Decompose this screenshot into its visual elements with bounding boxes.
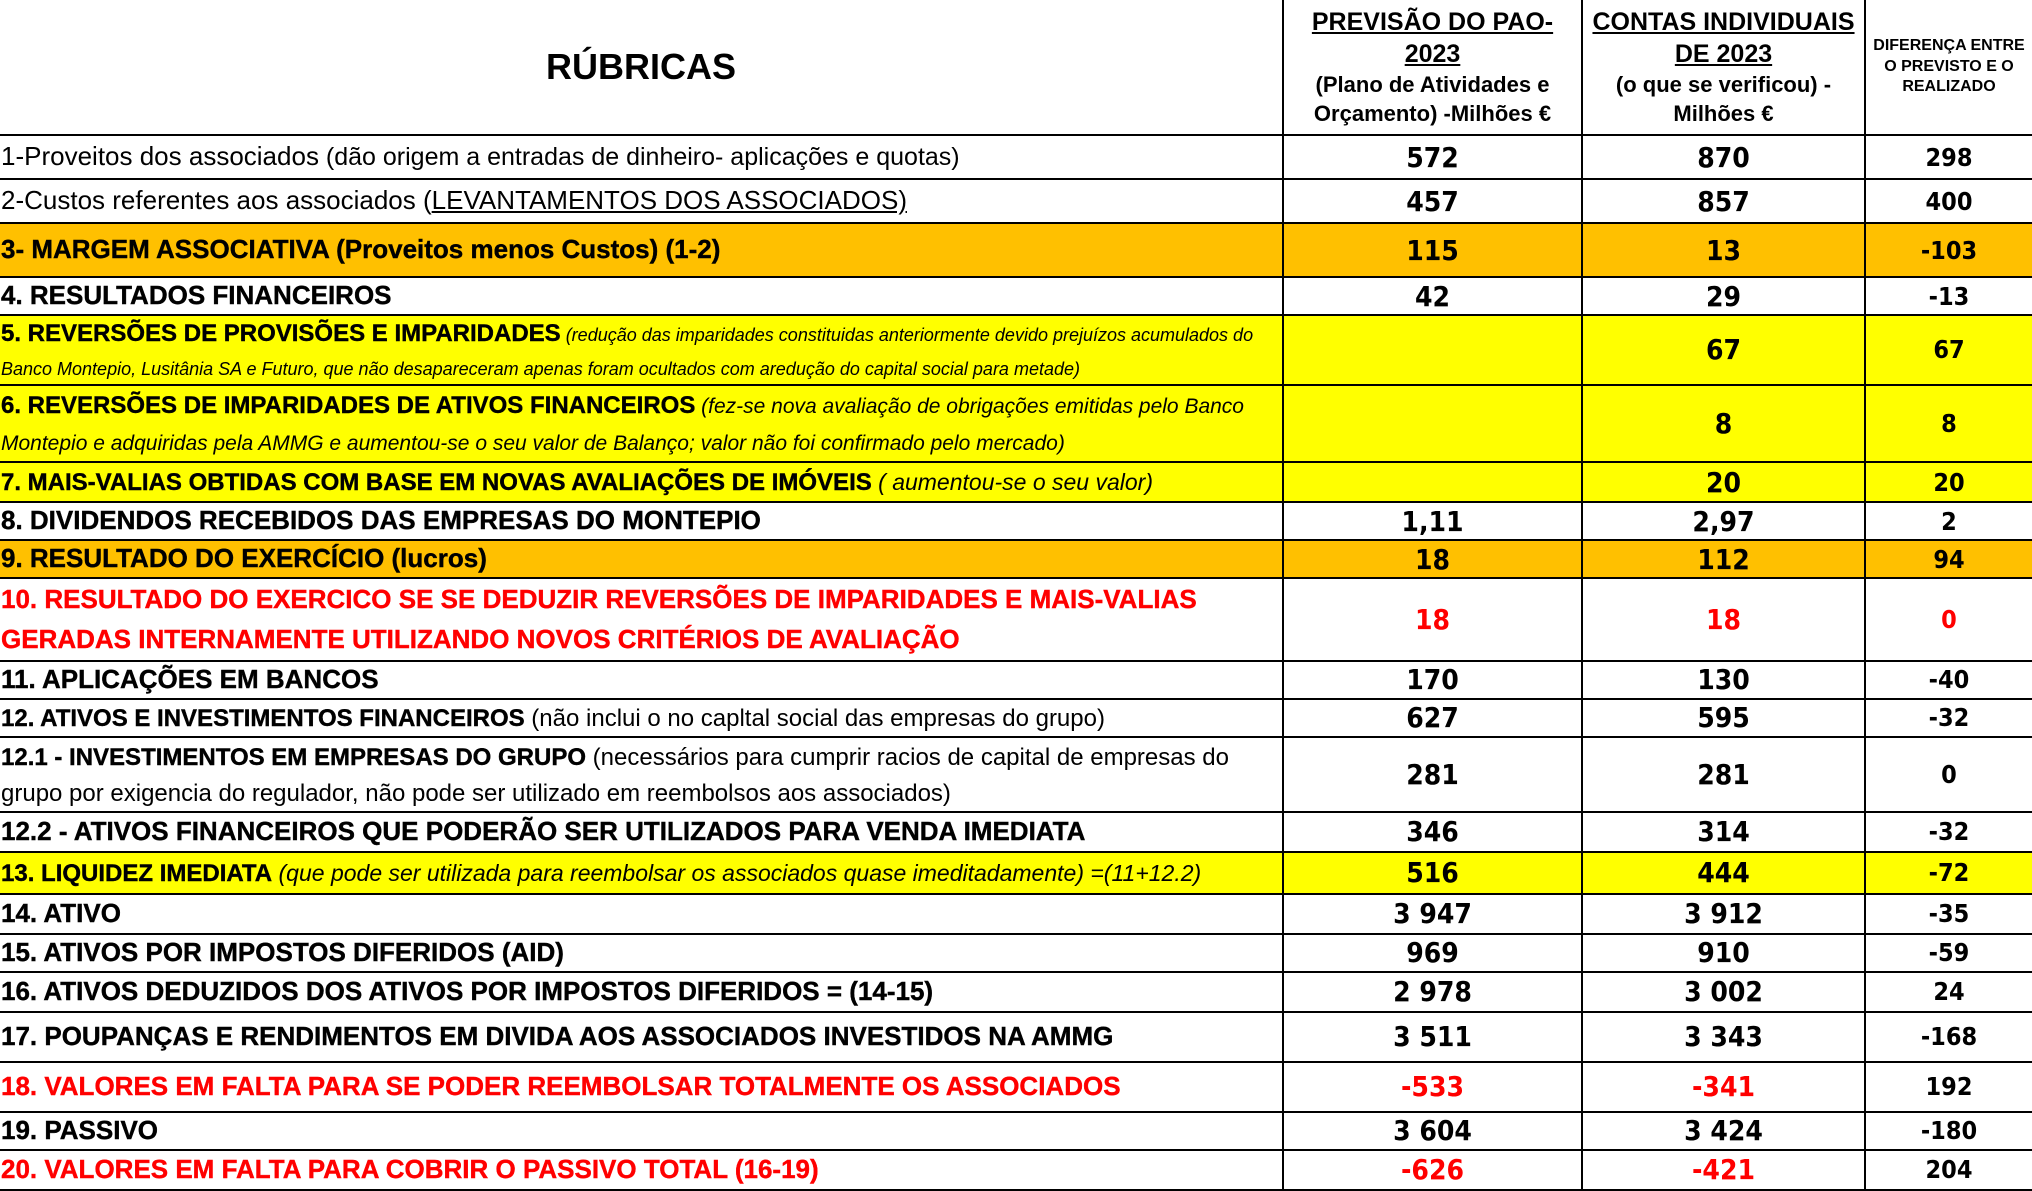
table-row [0,737,2032,812]
header-row [0,0,2032,135]
contas-value: 3 912 [1582,894,1865,934]
row-label-note: (redução das imparidades constituidas anteriormente devido prejuízos acumulados do Banco Montepio, Lusitânia SA e Futuro, que não desapareceram apenas foram ocultados com aredução do capital social para metade) [1,325,1254,379]
diff-value: 24 [1865,972,2032,1012]
pao-value: 572 [1283,135,1582,179]
row-label-main: 12.1 - INVESTIMENTOS EM EMPRESAS DO GRUPO [1,743,586,771]
pao-value [1283,462,1582,502]
diff-value: -59 [1865,934,2032,972]
pao-value: 346 [1283,812,1582,852]
pao-value: 627 [1283,699,1582,737]
diff-value: 20 [1865,462,2032,502]
diff-value: 298 [1865,135,2032,179]
contas-value: 595 [1582,699,1865,737]
row-label-main: 13. LIQUIDEZ IMEDIATA [1,859,273,887]
pao-value: -626 [1283,1150,1582,1190]
row-label-main: 6. REVERSÕES DE IMPARIDADES DE ATIVOS FINANCEIROS [1,391,696,419]
row-label: 10. RESULTADO DO EXERCICO SE SE DEDUZIR REVERSÕES DE IMPARIDADES E MAIS-VALIAS GERADAS INTERNAMENTE UTILIZANDO NOVOS CRITÉRIOS DE AVALIAÇÃO [0,578,1283,661]
table-row [0,1112,2032,1150]
row-label [0,462,1283,502]
table-row [0,894,2032,934]
diff-header: DIFERENÇA ENTRE O PREVISTO E O REALIZADO [1865,0,2032,135]
table-row [0,1062,2032,1112]
row-label-main: 5. REVERSÕES DE PROVISÕES E IMPARIDADES [1,320,561,347]
table-row [0,852,2032,894]
table-row [0,502,2032,540]
contas-value: 910 [1582,934,1865,972]
contas-value: -341 [1582,1062,1865,1112]
row-label [0,737,1283,812]
contas-value: 3 343 [1582,1012,1865,1062]
diff-value: -13 [1865,277,2032,315]
pao-header-title: PREVISÃO DO PAO-2023 [1311,7,1554,69]
row-label: 4. RESULTADOS FINANCEIROS [0,277,1283,315]
row-label: 18. VALORES EM FALTA PARA SE PODER REEMBOLSAR TOTALMENTE OS ASSOCIADOS [0,1062,1283,1112]
pao-value: 18 [1283,540,1582,578]
contas-value: 20 [1582,462,1865,502]
contas-value: 13 [1582,223,1865,277]
row-label-main: 7. MAIS-VALIAS OBTIDAS COM BASE EM NOVAS AVALIAÇÕES DE IMÓVEIS [1,469,872,497]
pao-value: 2 978 [1283,972,1582,1012]
table-row [0,972,2032,1012]
diff-value: -168 [1865,1012,2032,1062]
diff-value: 0 [1865,737,2032,812]
contas-value: 29 [1582,277,1865,315]
contas-value: 857 [1582,179,1865,223]
row-label: 3- MARGEM ASSOCIATIVA (Proveitos menos Custos) (1-2) [0,223,1283,277]
table-row [0,179,2032,223]
pao-value: 281 [1283,737,1582,812]
table-row [0,578,2032,661]
row-label-note: ( aumentou-se o seu valor) [871,469,1153,496]
diff-value: 192 [1865,1062,2032,1112]
row-label: 11. APLICAÇÕES EM BANCOS [0,661,1283,699]
contas-value: 130 [1582,661,1865,699]
diff-value: 400 [1865,179,2032,223]
row-label: 12.2 - ATIVOS FINANCEIROS QUE PODERÃO SER UTILIZADOS PARA VENDA IMEDIATA [0,812,1283,852]
diff-value: 2 [1865,502,2032,540]
contas-value: 67 [1582,315,1865,385]
pao-value: 18 [1283,578,1582,661]
pao-value: 3 947 [1283,894,1582,934]
row-label [0,699,1283,737]
row-label [0,135,1283,179]
contas-value: 2,97 [1582,502,1865,540]
diff-value: 94 [1865,540,2032,578]
contas-value: 112 [1582,540,1865,578]
table-row [0,223,2032,277]
row-label [0,852,1283,894]
diff-value: 0 [1865,578,2032,661]
row-label-note: (necessários para cumprir racios de capital de empresas do grupo por exigencia do regulador, não pode ser utilizado em reembolsos aos associados) [1,743,1229,808]
row-label: 14. ATIVO [0,894,1283,934]
diff-value: -72 [1865,852,2032,894]
rubricas-header: RÚBRICAS [0,0,1283,135]
table-row [0,540,2032,578]
pao-value: 1,11 [1283,502,1582,540]
pao-value: 3 511 [1283,1012,1582,1062]
row-label-main: 1-Proveitos dos associados [1,141,319,172]
row-label: 16. ATIVOS DEDUZIDOS DOS ATIVOS POR IMPOSTOS DIFERIDOS = (14-15) [0,972,1283,1012]
diff-value: -180 [1865,1112,2032,1150]
diff-value: 8 [1865,385,2032,462]
diff-value: -32 [1865,699,2032,737]
pao-value: 3 604 [1283,1112,1582,1150]
table-row [0,315,2032,385]
contas-value: 3 002 [1582,972,1865,1012]
row-label: 8. DIVIDENDOS RECEBIDOS DAS EMPRESAS DO MONTEPIO [0,502,1283,540]
pao-value [1283,315,1582,385]
table-row [0,462,2032,502]
row-label: 15. ATIVOS POR IMPOSTOS DIFERIDOS (AID) [0,934,1283,972]
diff-value: 67 [1865,315,2032,385]
contas-value: -421 [1582,1150,1865,1190]
pao-header-subtitle: (Plano de Atividades e Orçamento) -Milhões € [1313,71,1552,126]
row-label [0,315,1283,385]
contas-header-subtitle: (o que se verificou) - Milhões € [1615,71,1832,126]
contas-header [1582,0,1865,135]
row-label-main: 12. ATIVOS E INVESTIMENTOS FINANCEIROS [1,704,525,732]
contas-value: 3 424 [1582,1112,1865,1150]
pao-value: 170 [1283,661,1582,699]
contas-value: 18 [1582,578,1865,661]
row-label: 19. PASSIVO [0,1112,1283,1150]
pao-value: -533 [1283,1062,1582,1112]
pao-value: 969 [1283,934,1582,972]
table-row [0,277,2032,315]
contas-value: 314 [1582,812,1865,852]
pao-value: 42 [1283,277,1582,315]
row-label-note: (que pode ser utilizada para reembolsar os associados quase imeditadamente) =(11+12.2) [272,859,1202,886]
table-row [0,385,2032,462]
table-row [0,661,2032,699]
table-row [0,812,2032,852]
table-row [0,934,2032,972]
table-row [0,699,2032,737]
diff-value: -40 [1865,661,2032,699]
contas-value: 444 [1582,852,1865,894]
row-label: 17. POUPANÇAS E RENDIMENTOS EM DIVIDA AOS ASSOCIADOS INVESTIDOS NA AMMG [0,1012,1283,1062]
row-label: 9. RESULTADO DO EXERCÍCIO (lucros) [0,540,1283,578]
row-label [0,179,1283,223]
row-label-note: (fez-se nova avaliação de obrigações emitidas pelo Banco Montepio e adquiridas pela AMMG e aumentou-se o seu valor de Balanço; valor não foi confirmado pelo mercado) [1,394,1244,456]
pao-value: 457 [1283,179,1582,223]
row-label [0,385,1283,462]
row-label-main: 2-Custos referentes aos associados ( [1,185,432,216]
table-row [0,135,2032,179]
table-row [0,1012,2032,1062]
contas-header-title: CONTAS INDIVIDUAIS DE 2023 [1592,7,1855,69]
contas-value: 8 [1582,385,1865,462]
diff-value: -32 [1865,812,2032,852]
table-row [0,1150,2032,1190]
pao-value: 115 [1283,223,1582,277]
pao-value [1283,385,1582,462]
diff-value: -35 [1865,894,2032,934]
diff-value: 204 [1865,1150,2032,1190]
pao-value: 516 [1283,852,1582,894]
pao-header [1283,0,1582,135]
row-label: 20. VALORES EM FALTA PARA COBRIR O PASSIVO TOTAL (16-19) [0,1150,1283,1190]
row-label-underlined: LEVANTAMENTOS DOS ASSOCIADOS) [431,185,907,216]
row-label-note: (não inclui o no capltal social das empresas do grupo) [524,704,1105,732]
contas-value: 281 [1582,737,1865,812]
diff-value: -103 [1865,223,2032,277]
contas-value: 870 [1582,135,1865,179]
row-label-note: (dão origem a entradas de dinheiro- aplicações e quotas) [318,143,960,172]
